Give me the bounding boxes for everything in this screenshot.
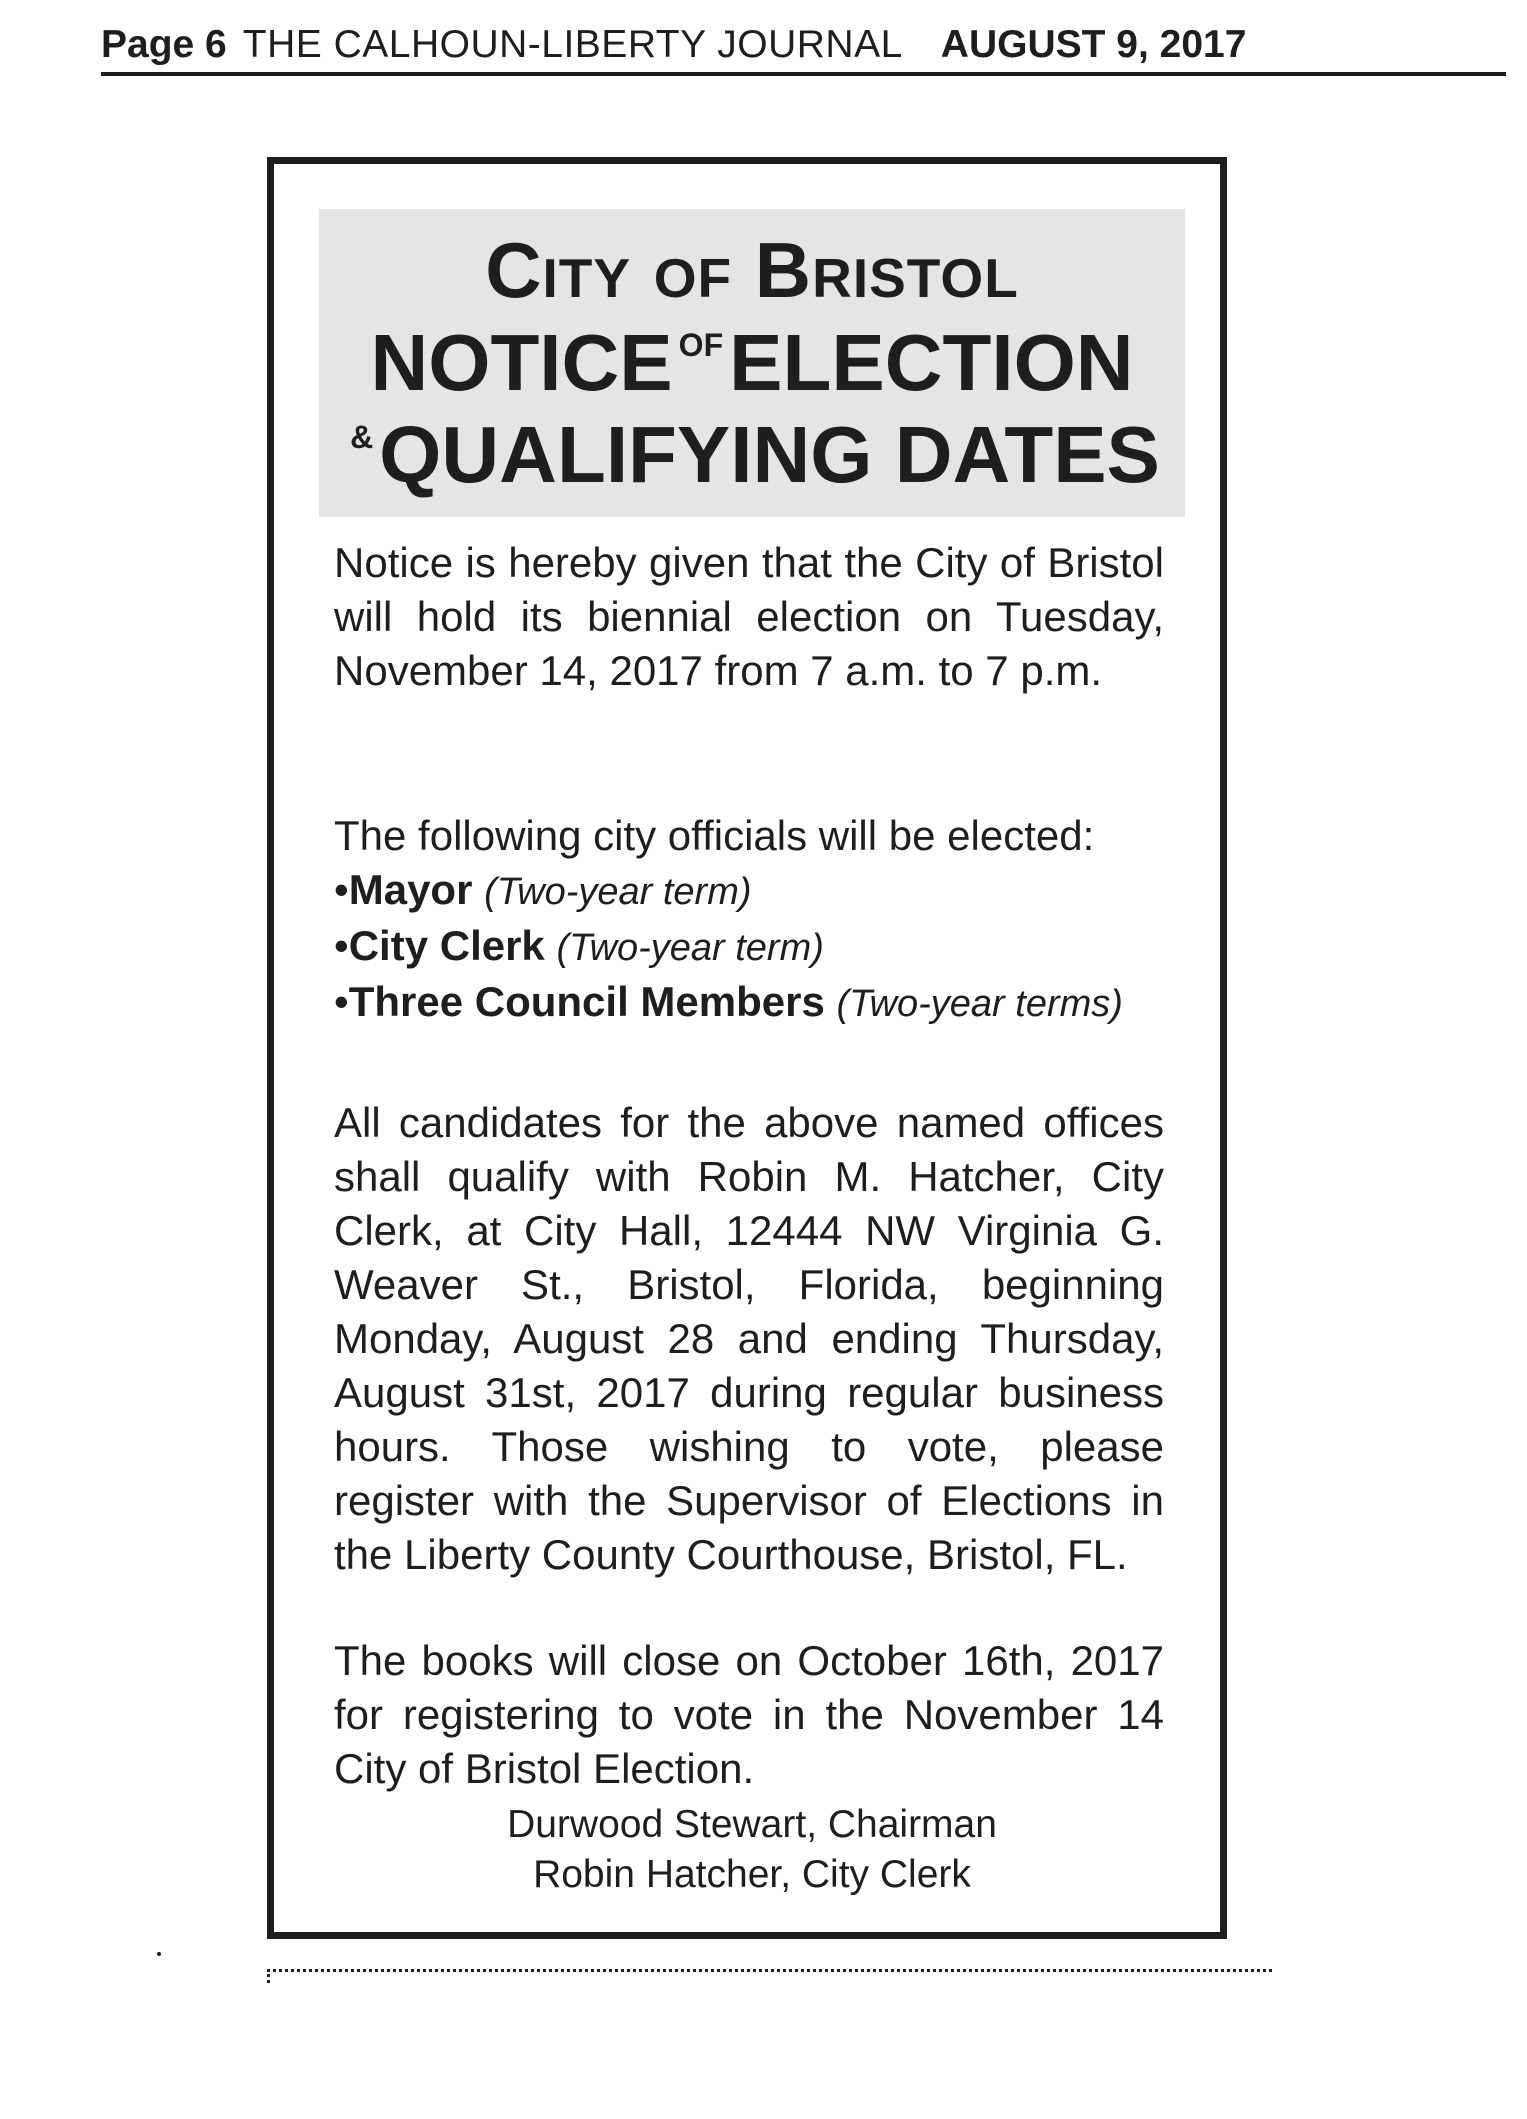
title-ampersand: & xyxy=(350,419,374,455)
election-date-paragraph: Notice is hereby given that the City of Bristol will hold its biennial election on Tuesday, November 14, 2017 from 7 a.m. to 7 p.m. xyxy=(334,539,1164,694)
page-number: Page 6 xyxy=(101,23,227,66)
issue-date: AUGUST 9, 2017 xyxy=(940,23,1247,66)
qualifying-paragraph: All candidates for the above named offices shall qualify with Robin M. Hatcher, City Clerk, at City Hall, 12444 NW Virginia G. Weaver St., Bristol, Florida, beginning Monday, August 28 and ending Thursday, August 31st, 2017 during regular business hours. Those wishing to vote, please register with the Supervisor of Elections in the Liberty County Courthouse, Bristol, FL. xyxy=(334,1099,1164,1578)
office-name: Three Council Members xyxy=(348,978,825,1025)
list-item xyxy=(334,975,1164,1031)
dotted-cut-tick xyxy=(267,1974,273,1983)
office-term: (Two-year term) xyxy=(556,927,824,969)
election-notice xyxy=(267,157,1227,1939)
list-item xyxy=(334,919,1164,975)
notice-title-qualifying xyxy=(319,411,1185,499)
title-word-notice: NOTICE xyxy=(370,318,673,407)
office-name: City Clerk xyxy=(348,922,545,969)
notice-title-election xyxy=(319,319,1185,407)
newspaper-name: THE CALHOUN-LIBERTY JOURNAL xyxy=(242,23,903,66)
dotted-cut-line xyxy=(267,1969,1272,1972)
officials-intro: The following city officials will be elected: xyxy=(334,812,1095,859)
title-word-of: OF xyxy=(678,327,724,363)
officials-list xyxy=(334,809,1164,1031)
office-term: (Two-year term) xyxy=(484,871,752,913)
registration-deadline-paragraph: The books will close on October 16th, 2017 for registering to vote in the November 14 City of Bristol Election. xyxy=(334,1637,1164,1792)
notice-title-city: City of Bristol xyxy=(485,226,1019,314)
signature-chairman: Durwood Stewart, Chairman xyxy=(507,1803,997,1846)
notice-title-panel xyxy=(319,209,1185,517)
title-qualifying-dates: QUALIFYING DATES xyxy=(379,410,1160,499)
page-header xyxy=(101,22,1506,76)
bullet: • xyxy=(334,922,349,969)
office-name: Mayor xyxy=(348,866,473,913)
stray-dot xyxy=(157,1952,161,1956)
office-term: (Two-year terms) xyxy=(836,983,1123,1025)
signature-block xyxy=(319,1800,1185,1900)
title-word-election: ELECTION xyxy=(729,318,1134,407)
bullet: • xyxy=(334,978,349,1025)
signature-clerk: Robin Hatcher, City Clerk xyxy=(533,1853,971,1896)
bullet: • xyxy=(334,866,349,913)
list-item xyxy=(334,863,1164,919)
